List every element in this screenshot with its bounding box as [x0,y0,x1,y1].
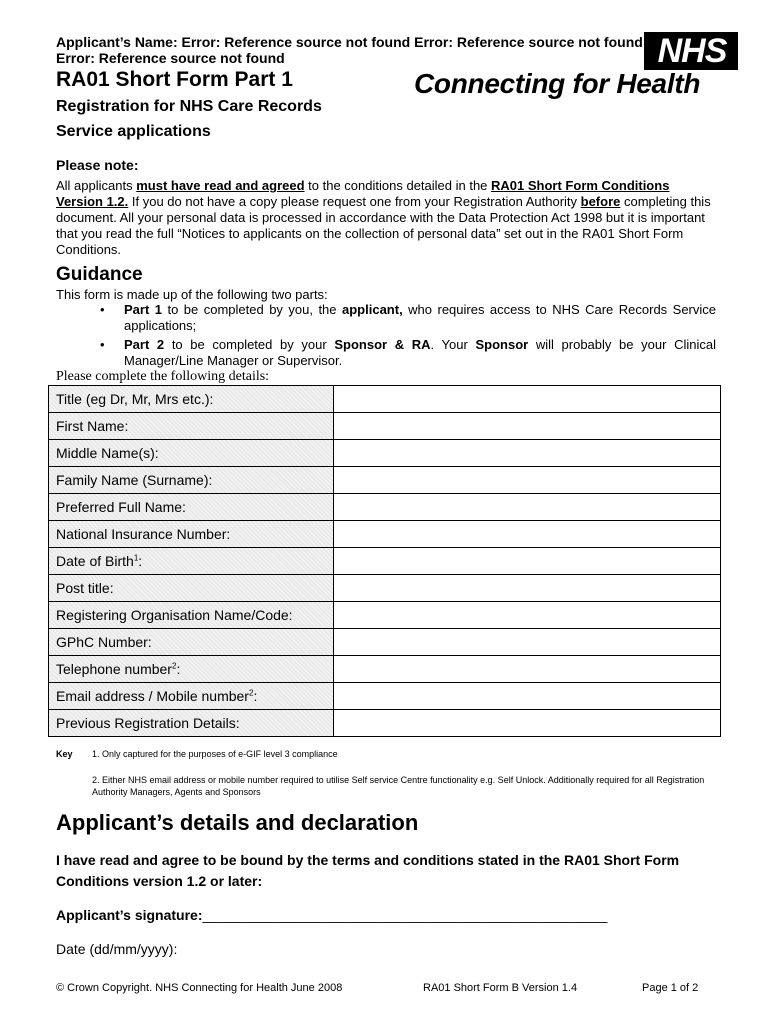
note-text-5: If you do not have a copy please request one from your Registration Authority [128,194,581,209]
field-label: Previous Registration Details: [49,710,334,737]
key-note-1: 1. Only captured for the purposes of e-GIF level 3 compliance [92,749,338,759]
field-input[interactable] [334,440,721,467]
field-input[interactable] [334,548,721,575]
footer-version: RA01 Short Form B Version 1.4 [423,982,578,994]
field-label: Middle Name(s): [49,440,334,467]
field-label: National Insurance Number: [49,521,334,548]
bullet-icon: • [100,302,105,317]
declaration-text: I have read and agree to be bound by the terms and conditions stated in the RA01 Short Form Conditions version 1.2 or later: [56,852,680,889]
field-label: Email address / Mobile number$^2$: [49,683,334,710]
table-row [49,656,721,683]
table-row [49,521,721,548]
nhs-logo-text: NHS [657,32,727,70]
signature-field[interactable] [56,907,607,923]
signature-line[interactable]: ____________________________________________________ [202,907,608,923]
field-input[interactable] [334,602,721,629]
table-row [49,602,721,629]
bullet-text: Part 1 to be completed by you, the applicant, who requires access to NHS Care Records Service applications; [124,302,716,333]
signature-label: Applicant’s signature: [56,907,203,923]
table-row [49,494,721,521]
table-row [49,710,721,737]
field-input[interactable] [334,575,721,602]
note-heading: Please note: [56,157,139,173]
footer-copyright: © Crown Copyright. NHS Connecting for Health June 2008 [56,982,343,994]
before-emphasis: before [580,194,621,209]
field-input[interactable] [334,521,721,548]
field-input[interactable] [334,386,721,413]
field-label: Family Name (Surname): [49,467,334,494]
field-input[interactable] [334,494,721,521]
subtitle-line-2: Service applications [56,123,211,140]
table-row [49,413,721,440]
guidance-intro: This form is made up of the following two parts: [56,287,328,302]
table-row [49,440,721,467]
date-field-label[interactable]: Date (dd/mm/yyyy): [56,941,178,957]
field-label: Date of Birth$^1$: [49,548,334,575]
table-row [49,386,721,413]
field-label: Registering Organisation Name/Code: [49,602,334,629]
page-subtitle [56,94,322,144]
connecting-for-health-logo: Connecting for Health [414,68,701,99]
field-input[interactable] [334,413,721,440]
bullet-icon: • [100,337,105,352]
field-input[interactable] [334,467,721,494]
guidance-heading: Guidance [56,264,143,285]
conditions-reference-link[interactable]: RA01 Short Form Conditions Version 1.2. [56,178,670,209]
field-label: First Name: [49,413,334,440]
field-label: Preferred Full Name: [49,494,334,521]
note-text-3: to the conditions detailed in the [304,178,492,193]
subtitle-line-1: Registration for NHS Care Records [56,98,322,115]
field-label: GPhC Number: [49,629,334,656]
field-input[interactable] [334,656,721,683]
table-row [49,575,721,602]
bullet-text: Part 2 to be completed by your Sponsor & RA. Your Sponsor will probably be your Clinical Manager/Line Manager or Supervisor. [124,337,716,368]
details-table-intro: Please complete the following details: [56,369,270,384]
note-text-1: All applicants [56,178,137,193]
applicant-name-header: Applicant’s Name: Error: Reference source not found Error: Reference source not found [56,34,643,50]
field-label: Title (eg Dr, Mr, Mrs etc.): [49,386,334,413]
table-row [49,467,721,494]
key-note-2: 2. Either NHS email address or mobile number required to utilise Self service Centre functionality e.g. Self Unlock. Additionally required for all Registration Authority Managers, Agents and Sponsors [92,775,705,797]
must-have-read-emphasis: must have read and agreed [136,178,305,193]
table-row [49,548,721,575]
page-title: RA01 Short Form Part 1 [56,68,293,91]
note-text-7: completing this document. All your personal data is processed in accordance with the Data Protection Act 1998 but it is important that you read the full “Notices to applicants on the collection of personal data” set out in the RA01 Short Form Conditions. [56,194,711,257]
footer-page-number: Page 1 of 2 [642,982,699,994]
table-row [49,629,721,656]
field-label: Telephone number$^2$: [49,656,334,683]
table-row [49,683,721,710]
applicant-details-table [48,385,721,737]
field-input[interactable] [334,683,721,710]
note-paragraph [56,178,716,258]
field-label: Post title: [49,575,334,602]
field-input[interactable] [334,710,721,737]
reference-error-line: Error: Reference source not found [56,50,285,66]
field-input[interactable] [334,629,721,656]
declaration-heading: Applicant’s details and declaration [56,810,419,835]
key-label: Key [56,749,73,759]
